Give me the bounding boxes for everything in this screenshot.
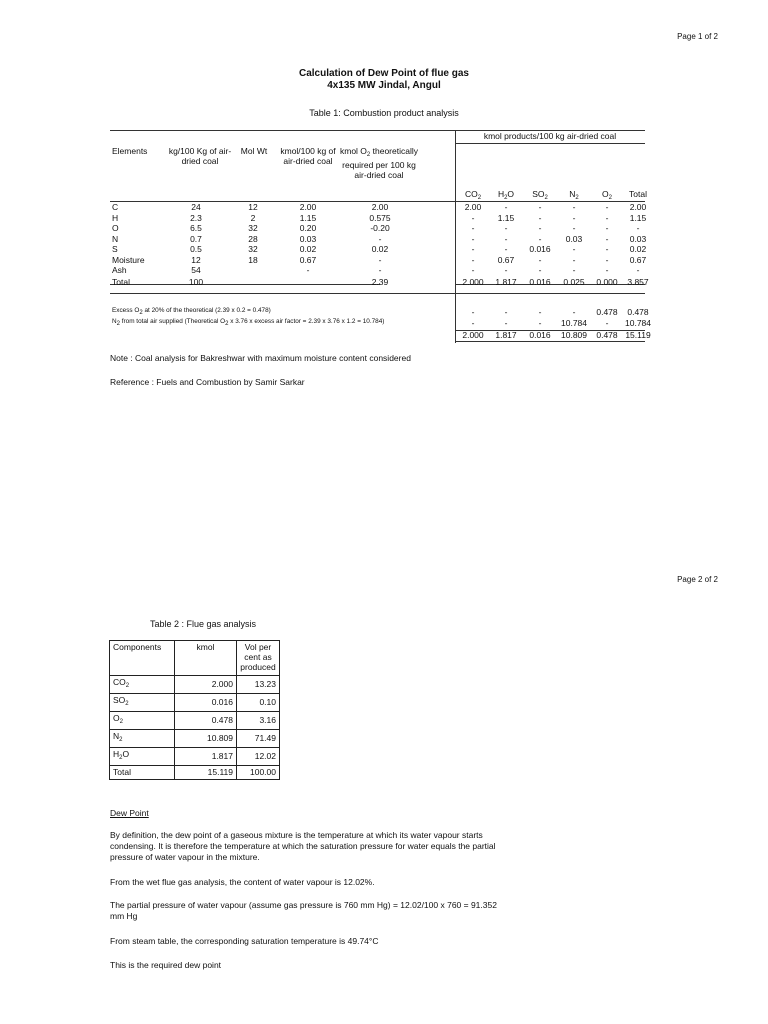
row-5-product-4: - [572,244,576,254]
row-1-kg: 24 [191,202,201,212]
header-product-1: $CO_2$ [464,189,482,201]
table2-kmol: 1.817 [175,748,237,766]
definition-paragraph: By definition, the dew point of a gaseous mixture is the temperature at which its water vapour starts condensing. It is therefore the temperature at which the saturation pressure for water equals the partial pressure of water vapour in the mixture. [110,830,496,862]
table2-header-row [110,641,280,676]
row-7-product-6: - [636,265,640,275]
row-4-kg: 0.7 [190,234,202,244]
row-3-kg: 6.5 [190,223,202,233]
table2-kmol: 10.809 [175,730,237,748]
row-3-product-6: - [636,223,640,233]
row-6-product-6: 0.67 [629,255,647,265]
n2-air-value-2: - [504,318,508,328]
row-5-product-2: - [504,244,508,254]
row-3-product-3: - [538,223,542,233]
row-3-element: O [112,223,119,233]
table2-component: $CO_2$ [110,676,175,694]
table2-row [110,694,280,712]
row-2-o2: 0.575 [369,213,391,223]
table1-caption: Table 1: Combustion product analysis [309,108,459,118]
row-6-product-2: 0.67 [497,255,515,265]
row-5-element: S [112,244,118,254]
row-6-product-4: - [572,255,576,265]
n2-air-value-3: - [538,318,542,328]
row-3-product-5: - [605,223,609,233]
row-4-product-1: - [471,234,475,244]
total-row-underline [110,293,645,294]
row-3-molwt: 32 [248,223,258,233]
table2-component: $H_2O$ [110,748,175,766]
excess-o2-value-5: 0.478 [596,307,618,317]
grand-total-value-3: 0.016 [529,330,551,340]
header-kg: kg/100 Kg of air-dried coal [168,146,232,166]
excess-o2-value-2: - [504,307,508,317]
header-product-4: $N_2$ [569,189,579,201]
row-7-kg: 54 [191,265,201,275]
row-8-o2: 2.39 [371,277,389,287]
excess-o2-label: Excess $O_2$ at 20% of the theoretical (2.39 x 0.2 = 0.478) [112,307,271,316]
row-4-product-5: - [605,234,609,244]
row-8-kg: 100 [188,277,204,287]
row-6-product-5: - [605,255,609,265]
row-4-molwt: 28 [248,234,258,244]
row-2-element: H [112,213,119,223]
n2-air-value-6: 10.784 [625,318,651,328]
row-2-product-5: - [605,213,609,223]
row-4-product-2: - [504,234,508,244]
row-3-o2: -0.20 [370,223,390,233]
table2-header-components: Components [110,641,175,676]
grand-total-value-2: 1.817 [495,330,517,340]
products-header-underline [455,143,645,144]
row-7-product-2: - [504,265,508,275]
row-5-product-6: 0.02 [629,244,647,254]
row-7-product-1: - [471,265,475,275]
grand-total-value-4: 10.809 [561,330,587,340]
row-8-product-1: 2.000 [462,277,484,287]
excess-o2-value-3: - [538,307,542,317]
row-7-o2: - [378,265,382,275]
row-7-product-4: - [572,265,576,275]
table2-row [110,766,280,780]
header-product-5: $O_2$ [602,189,612,201]
header-elements: Elements [112,146,148,156]
row-6-product-3: - [538,255,542,265]
row-3-product-4: - [572,223,576,233]
row-5-o2: 0.02 [371,244,389,254]
row-8-product-2: 1.817 [495,277,517,287]
row-7-product-3: - [538,265,542,275]
water-vapour-paragraph: From the wet flue gas analysis, the content of water vapour is 12.02%. [110,877,375,887]
row-4-product-4: 0.03 [565,234,583,244]
row-4-product-6: 0.03 [629,234,647,244]
excess-o2-value-1: - [471,307,475,317]
table2-row [110,748,280,766]
row-1-product-2: - [504,202,508,212]
table2-component: Total [110,766,175,780]
grand-total-value-1: 2.000 [462,330,484,340]
row-2-product-4: - [572,213,576,223]
row-1-molwt: 12 [248,202,258,212]
table2-component: $O_2$ [110,712,175,730]
table2-header-kmol: kmol [175,641,237,676]
row-1-element: C [112,202,119,212]
table2-caption: Table 2 : Flue gas analysis [150,619,257,629]
excess-o2-value-6: 0.478 [627,307,649,317]
row-7-product-5: - [605,265,609,275]
header-products: kmol products/100 kg air-dried coal [483,131,617,141]
row-8-product-3: 0.016 [529,277,551,287]
row-5-kmol: 0.02 [299,244,317,254]
table2-header-vol: Vol per cent as produced [237,641,280,676]
page-number-2: Page 2 of 2 [677,575,718,584]
row-1-kmol: 2.00 [299,202,317,212]
row-2-molwt: 2 [250,213,256,223]
table2-component: $N_2$ [110,730,175,748]
reference-text: Reference : Fuels and Combustion by Samir Sarkar [110,377,305,387]
row-5-product-1: - [471,244,475,254]
row-4-element: N [112,234,119,244]
dew-point-heading: Dew Point [110,808,149,818]
table2-row [110,730,280,748]
document-title: Calculation of Dew Point of flue gas [298,68,469,79]
table2-vol: 13.23 [237,676,280,694]
row-5-product-3: 0.016 [529,244,551,254]
partial-pressure-paragraph: The partial pressure of water vapour (assume gas pressure is 760 mm Hg) = 12.02/100 x 760 = 91.352 mm Hg [110,900,497,921]
row-8-product-6: 3.857 [627,277,649,287]
row-5-molwt: 32 [248,244,258,254]
table2-vol: 100.00 [237,766,280,780]
header-molwt: Mol Wt [240,146,268,156]
table2-vol: 71.49 [237,730,280,748]
row-7-element: Ash [112,265,127,275]
header-kmol: kmol/100 kg of air-dried coal [280,146,336,166]
n2-air-value-4: 10.784 [561,318,587,328]
row-3-product-1: - [471,223,475,233]
row-1-product-6: 2.00 [629,202,647,212]
row-6-molwt: 18 [248,255,258,265]
row-1-o2: 2.00 [371,202,389,212]
table2-kmol: 15.119 [175,766,237,780]
flue-gas-table [109,640,280,780]
document-subtitle: 4x135 MW Jindal, Angul [327,80,441,91]
table2-vol: 12.02 [237,748,280,766]
n2-air-value-1: - [471,318,475,328]
row-1-product-4: - [572,202,576,212]
table2-kmol: 2.000 [175,676,237,694]
row-4-o2: - [378,234,382,244]
table2-row [110,676,280,694]
grand-total-value-5: 0.478 [596,330,618,340]
page-number-1: Page 1 of 2 [677,32,718,41]
row-8-element: Total [112,277,130,287]
note-text: Note : Coal analysis for Bakreshwar with maximum moisture content considered [110,353,411,363]
row-6-o2: - [378,255,382,265]
row-1-product-1: 2.00 [464,202,482,212]
row-6-element: Moisture [112,255,145,265]
row-2-product-6: 1.15 [629,213,647,223]
row-2-product-1: - [471,213,475,223]
table2-row [110,712,280,730]
row-2-product-2: 1.15 [497,213,515,223]
table2-component: $SO_2$ [110,694,175,712]
table2-vol: 3.16 [237,712,280,730]
row-4-product-3: - [538,234,542,244]
row-2-kg: 2.3 [190,213,202,223]
row-7-kmol: - [306,265,310,275]
row-3-kmol: 0.20 [299,223,317,233]
n2-air-value-5: - [605,318,609,328]
row-2-product-3: - [538,213,542,223]
row-6-product-1: - [471,255,475,265]
row-8-product-4: 0.025 [563,277,585,287]
row-6-kg: 12 [191,255,201,265]
header-product-3: $SO_2$ [532,189,548,201]
row-4-kmol: 0.03 [299,234,317,244]
table2-vol: 0.10 [237,694,280,712]
row-5-kg: 0.5 [190,244,202,254]
header-product-2: $H_2O$ [497,189,515,201]
table2-kmol: 0.016 [175,694,237,712]
excess-o2-value-4: - [572,307,576,317]
saturation-temp-paragraph: From steam table, the corresponding saturation temperature is 49.74°C [110,936,379,946]
row-1-product-5: - [605,202,609,212]
header-product-6: Total [629,189,647,199]
row-3-product-2: - [504,223,508,233]
grand-total-bottomline [455,341,645,342]
row-5-product-5: - [605,244,609,254]
n2-air-label: $N_2$ from total air supplied (Theoretical $O_2$ x 3.76 x excess air factor = 2.39 x 3.76 x 1.2 = 10.784) [112,318,385,327]
table2-kmol: 0.478 [175,712,237,730]
row-6-kmol: 0.67 [299,255,317,265]
row-8-product-5: 0.000 [596,277,618,287]
conclusion-paragraph: This is the required dew point [110,960,222,970]
grand-total-value-6: 15.119 [625,330,651,340]
header-o2-required: kmol $O_2$ theoretically required per 100 kg air-dried coal [340,146,418,180]
row-2-kmol: 1.15 [299,213,317,223]
row-1-product-3: - [538,202,542,212]
